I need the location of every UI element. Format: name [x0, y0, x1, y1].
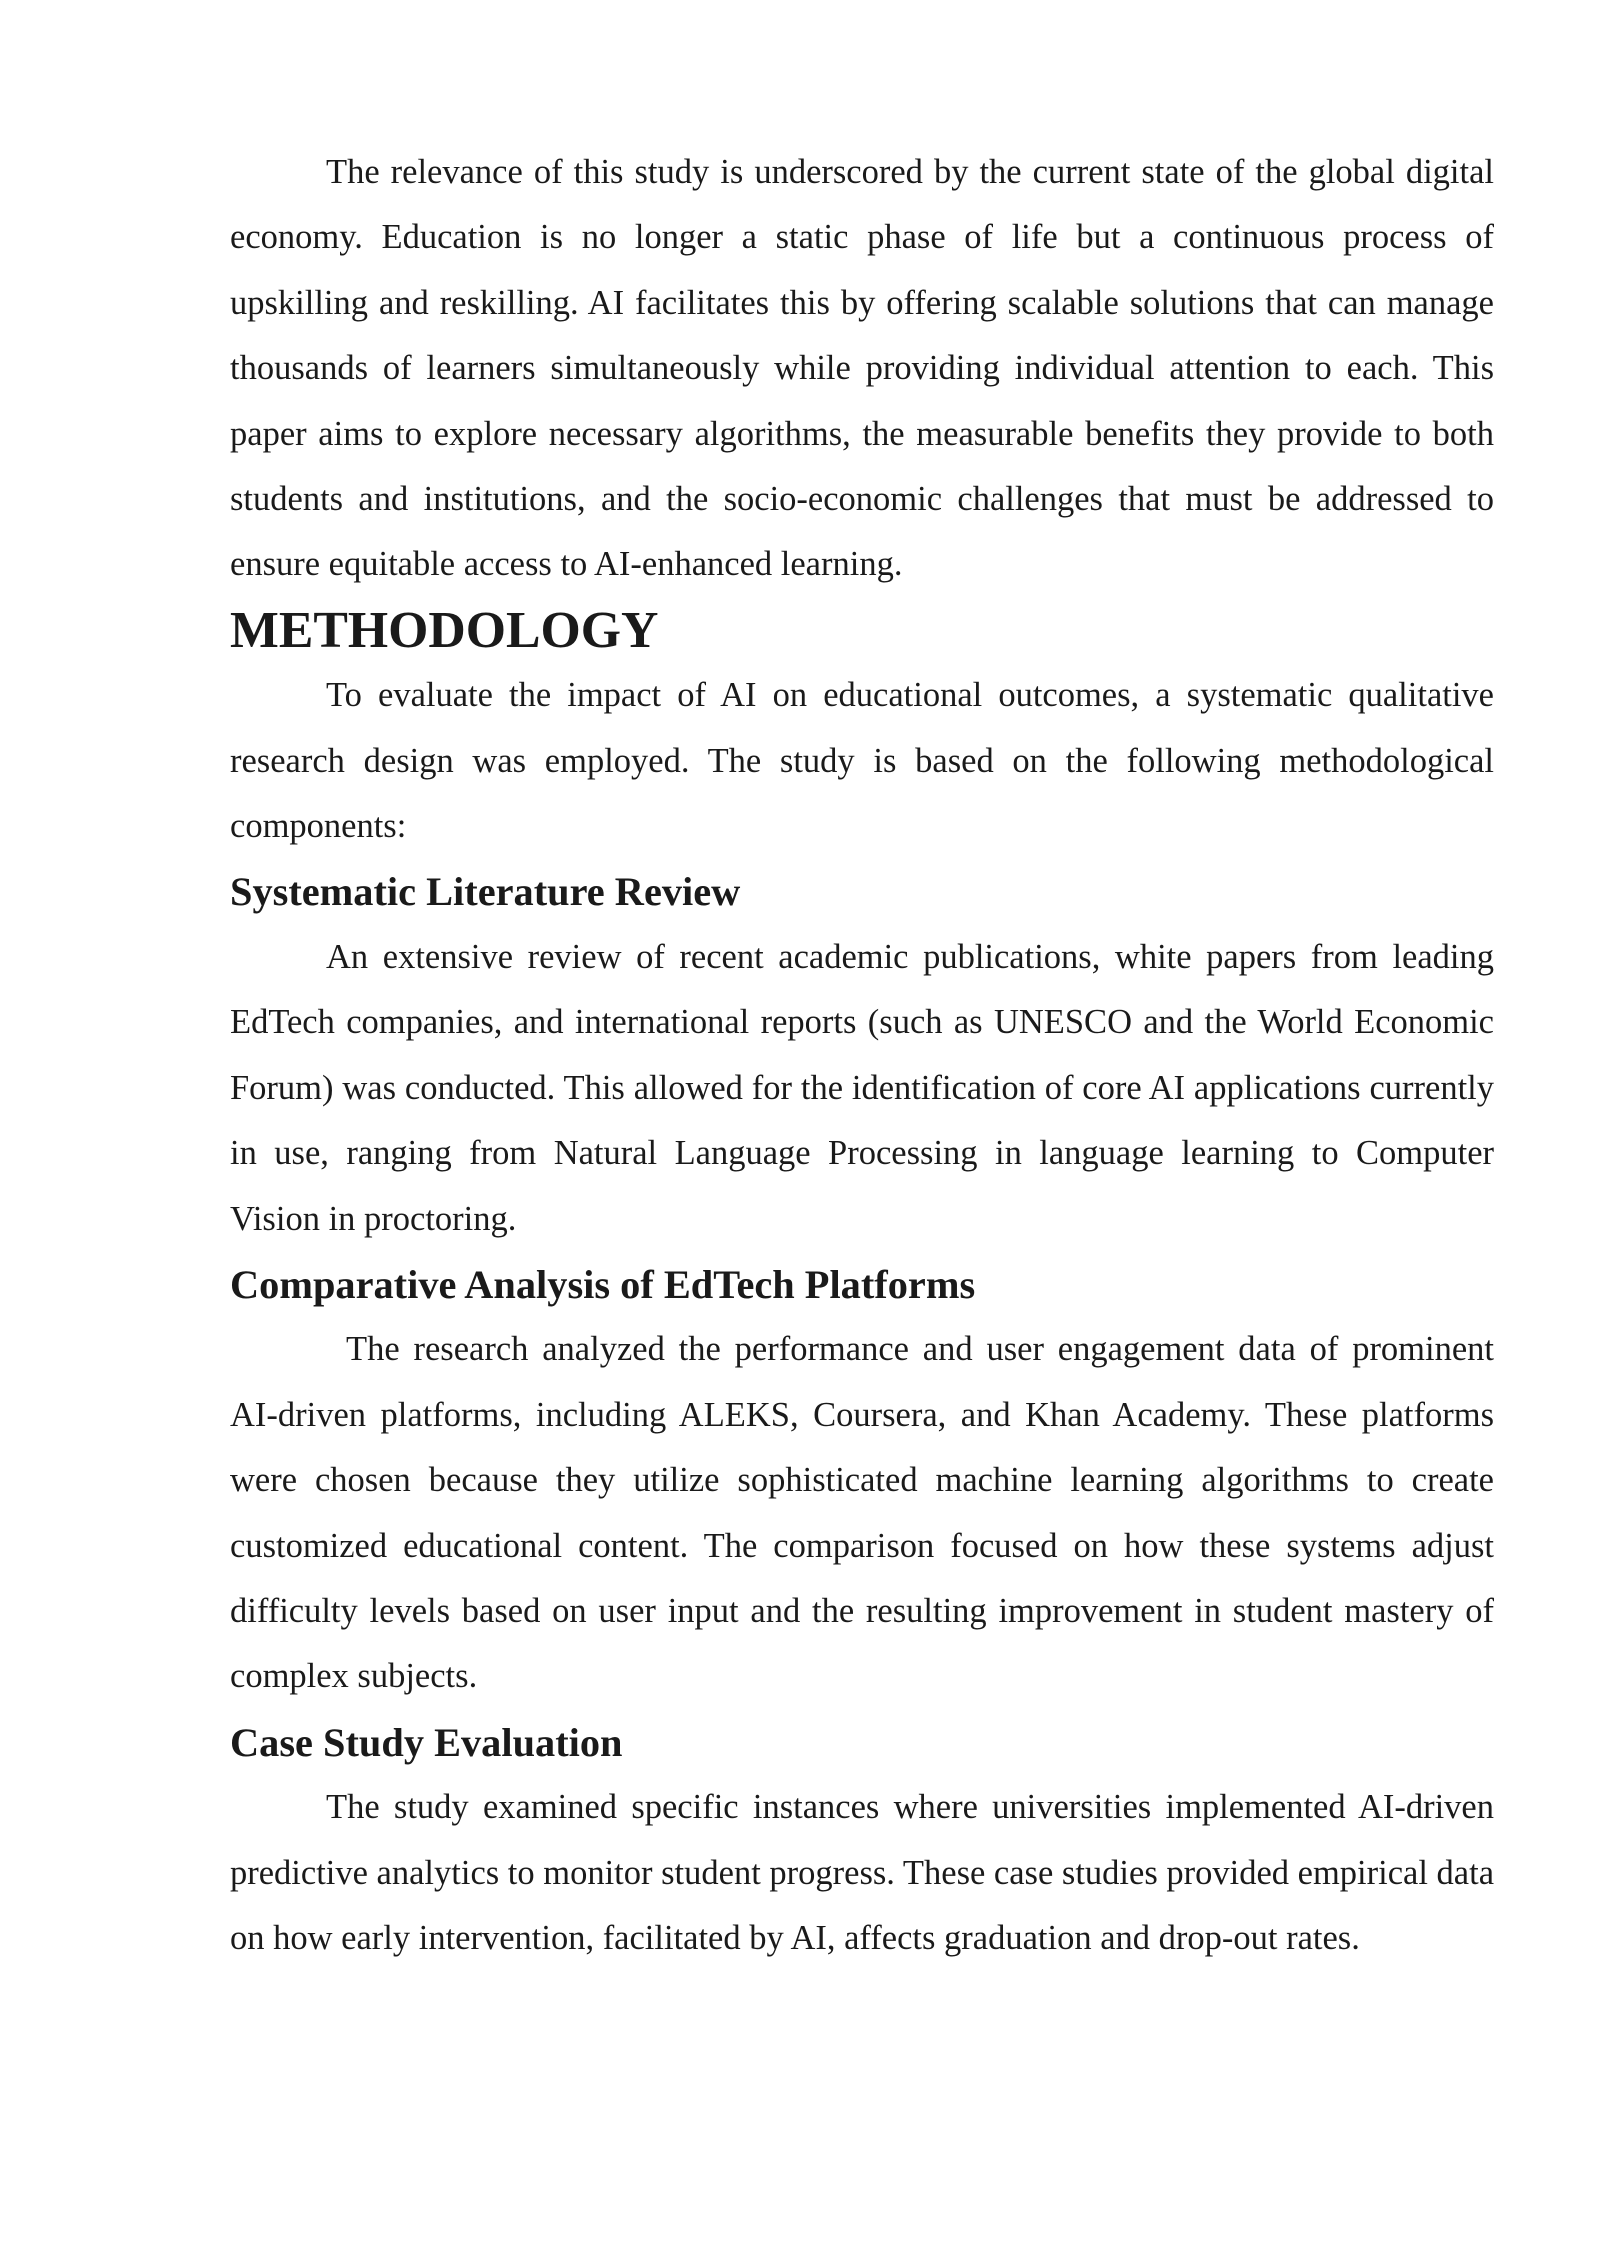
- intro-paragraph: The relevance of this study is underscored by the current state of the global digital economy. Education is no longer a static phase of life but a continuous process of upskilling and reskilling. AI facilitates this by offering scalable solutions that can manage thousands of learners simultaneously while providing individual attention to each. This paper aims to explore necessary algorithms, the measurable benefits they provide to both students and institutions, and the socio-economic challenges that must be addressed to ensure equitable access to AI-enhanced learning.: [230, 153, 1494, 584]
- document-body: [230, 140, 1494, 1971]
- comparative-analysis-heading: Comparative Analysis of EdTech Platforms: [230, 1261, 976, 1307]
- literature-review-heading: Systematic Literature Review: [230, 869, 741, 915]
- methodology-paragraph: To evaluate the impact of AI on educational outcomes, a systematic qualitative research design was employed. The study is based on the following methodological components:: [230, 676, 1494, 846]
- comparative-analysis-paragraph: The research analyzed the performance and user engagement data of prominent AI-driven platforms, including ALEKS, Coursera, and Khan Academy. These platforms were chosen because they utilize sophisticated machine learning algorithms to create customized educational content. The comparison focused on how these systems adjust difficulty levels based on user input and the resulting improvement in student mastery of complex subjects.: [230, 1330, 1494, 1696]
- case-study-heading: Case Study Evaluation: [230, 1719, 623, 1765]
- case-study-paragraph: The study examined specific instances where universities implemented AI-driven predictive analytics to monitor student progress. These case studies provided empirical data on how early intervention, facilitated by AI, affects graduation and drop-out rates.: [230, 1788, 1495, 1957]
- literature-review-paragraph: An extensive review of recent academic publications, white papers from leading EdTech companies, and international reports (such as UNESCO and the World Economic Forum) was conducted. This allowed for the identification of core AI applications currently in use, ranging from Natural Language Processing in language learning to Computer Vision in proctoring.: [230, 937, 1494, 1238]
- methodology-heading: METHODOLOGY: [230, 601, 659, 659]
